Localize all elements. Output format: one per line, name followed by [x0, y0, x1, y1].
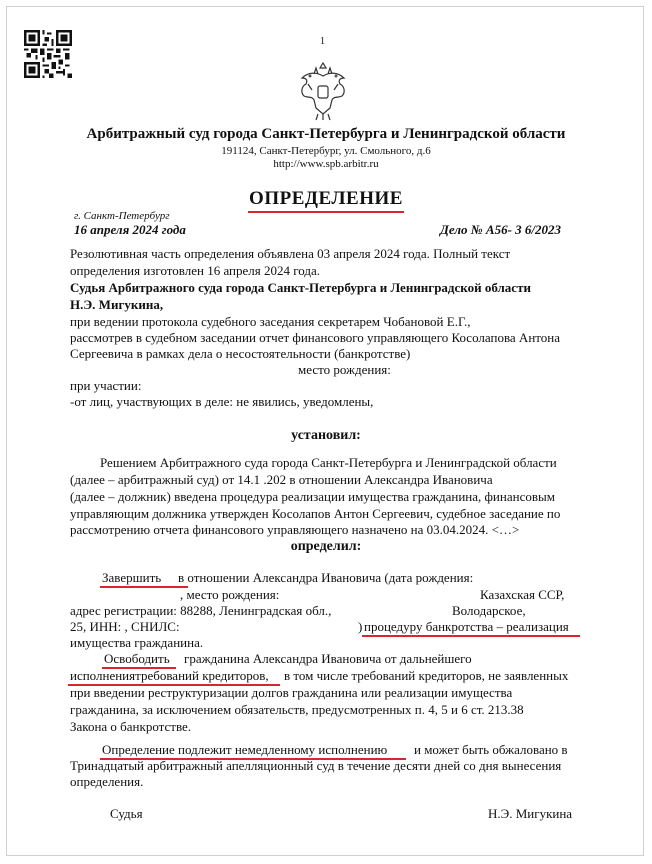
decision-line: Закона о банкротстве.	[70, 719, 192, 734]
court-address: 191124, Санкт-Петербург, ул. Смольного, д.6	[221, 145, 431, 157]
decision-line: )	[358, 619, 363, 634]
page-number: 1	[320, 36, 325, 47]
highlight-underline	[100, 586, 188, 588]
established-line: рассмотрению отчета финансового управляющего назначено на 03.04.2024. <…>	[70, 522, 520, 537]
decision-procedure-text: процедуру банкротства – реализация	[364, 619, 569, 634]
coat-of-arms-icon	[296, 62, 350, 122]
decision-line: , место рождения:	[180, 587, 280, 602]
signature-role: Судья	[110, 806, 143, 821]
established-line: управляющим должника утвержден Косолапов Антон Сергеевич, судебное заседание по	[70, 506, 561, 521]
final-line: определения.	[70, 774, 144, 789]
established-line: (далее – должник) введена процедура реализации имущества гражданина, финансовым	[70, 489, 555, 504]
decision-verb-complete: Завершить	[102, 570, 162, 585]
highlight-underline	[362, 635, 580, 637]
court-name: Арбитражный суд города Санкт-Петербурга и Ленинградской области	[86, 126, 566, 142]
judge-name: Н.Э. Мигукина,	[70, 297, 164, 312]
decision-line: гражданина Александра Ивановича от дальнейшего	[184, 651, 472, 666]
qr-code-icon	[24, 30, 72, 78]
body-line: рассмотрев в судебном заседании отчет финансового управляющего Косолапова Антона	[70, 330, 561, 345]
document-date: 16 апреля 2024 года	[74, 222, 186, 237]
body-line: при участии:	[70, 378, 142, 393]
decision-line: имущества гражданина.	[70, 635, 204, 650]
decision-line: при введении реструктуризации долгов гражданина или реализации имущества	[70, 685, 513, 700]
decision-line: Володарское,	[452, 603, 526, 618]
body-line: место рождения:	[298, 362, 391, 377]
document-city: г. Санкт-Петербург	[74, 210, 170, 222]
decision-line: адрес регистрации: 88288, Ленинградская обл.,	[70, 603, 332, 618]
judge-line: Судья Арбитражного суда города Санкт-Петербурга и Ленинградской области	[70, 280, 531, 295]
decision-line: в том числе требований кредиторов, не заявленных	[284, 668, 569, 683]
final-line: Тринадцатый арбитражный апелляционный суд в течение десяти дней со дня вынесения	[70, 758, 562, 773]
immediate-execution-text: Определение подлежит немедленному исполнению	[102, 742, 388, 757]
court-website: http://www.spb.arbitr.ru	[273, 158, 379, 170]
decision-line: в отношении Александра Ивановича (дата рождения:	[178, 570, 474, 585]
body-line: -от лиц, участвующих в деле: не явились, уведомлены,	[70, 394, 374, 409]
established-line: Решением Арбитражного суда города Санкт-Петербурга и Ленинградской области	[100, 455, 557, 470]
body-line: при ведении протокола судебного заседания секретарем Чобановой Е.Г.,	[70, 314, 471, 329]
intro-line: определения изготовлен 16 апреля 2024 года.	[70, 263, 321, 278]
established-line: (далее – арбитражный суд) от 14.1 .202 в отношении Александра Ивановича	[70, 472, 493, 487]
decision-line: гражданина, за исключением обязательств, предусмотренных п. 4, 5 и 6 ст. 213.38	[70, 702, 524, 717]
established-heading: установил:	[291, 428, 361, 443]
decision-obligations-text: исполнениятребований кредиторов,	[70, 668, 269, 683]
determined-heading: определил:	[290, 539, 362, 554]
final-line: и может быть обжаловано в	[414, 742, 568, 757]
decision-line: 25, ИНН: , СНИЛС:	[70, 619, 180, 634]
signature-name: Н.Э. Мигукина	[488, 806, 573, 821]
title-underline	[248, 211, 404, 213]
intro-line: Резолютивная часть определения объявлена 03 апреля 2024 года. Полный текст	[70, 246, 511, 261]
decision-verb-release: Освободить	[104, 651, 170, 666]
case-number: Дело № А56- 3 6/2023	[440, 222, 562, 237]
document-title: ОПРЕДЕЛЕНИЕ	[249, 188, 403, 209]
decision-line: Казахская ССР,	[480, 587, 565, 602]
body-line: Сергеевича в рамках дела о несостоятельности (банкротстве)	[70, 346, 411, 361]
